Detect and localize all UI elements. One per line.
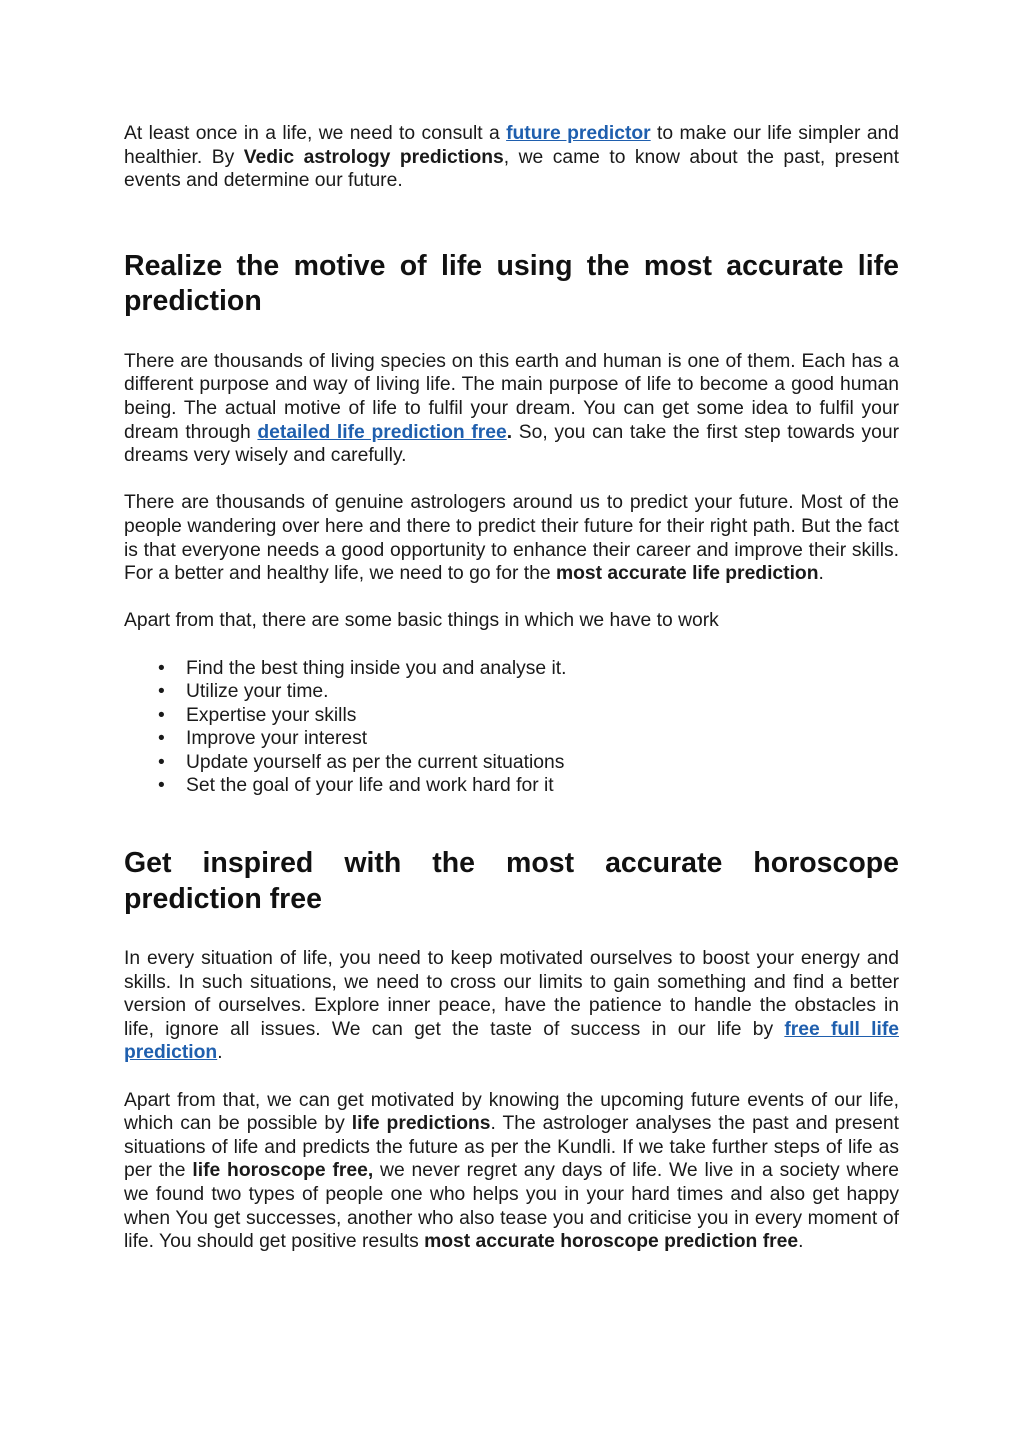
section1-heading: Realize the motive of life using the most accurate life prediction — [124, 249, 899, 318]
most-accurate-horoscope-bold: most accurate horoscope prediction free — [424, 1231, 799, 1253]
paragraph-text: In every situation of life, you need to keep motivated ourselves to boost your energy and skills. In such situations, we need to cross our limits to gain something and find a better version of ourselves. Explore inner peace, have the patience to handle the obstacles in life, ignore all issues. We can get the taste of success in our life by — [124, 948, 899, 1040]
paragraph-text: Apart from that, we can get motivated by knowing the upcoming future events of our life, which can be possible by — [124, 1089, 899, 1135]
paragraph-text: There are thousands of genuine astrologers around us to predict your future. Most of the people wandering over here and there to predict their future for their right path. But the fact is that everyone needs a good opportunity to enhance their career and improve their skills. For a better and healthy life, we need to go for the — [124, 492, 899, 585]
intro-paragraph — [124, 122, 899, 193]
list-item-text: Expertise your skills — [186, 704, 357, 726]
section1-paragraph-3: Apart from that, there are some basic things in which we have to work — [124, 610, 719, 632]
life-horoscope-free-bold: life horoscope free, — [192, 1160, 374, 1182]
section1-paragraph-1 — [124, 350, 899, 468]
section2-paragraph-2 — [124, 1089, 899, 1254]
list-item — [124, 751, 899, 775]
detailed-life-prediction-link[interactable]: detailed life prediction free — [257, 421, 507, 443]
free-full-life-prediction-link[interactable]: free full life prediction — [124, 1018, 899, 1064]
period: . — [506, 421, 513, 443]
section2-paragraph-1 — [124, 947, 899, 1065]
bullet-icon: • — [158, 751, 165, 773]
most-accurate-life-prediction-bold: most accurate life prediction — [555, 563, 819, 585]
paragraph-text: . The astrologer analyses the past and present situations of life and predicts the future as per the Kundli. If we take further steps of life as per the — [124, 1113, 899, 1182]
list-item-text: Utilize your time. — [186, 681, 329, 703]
list-item — [124, 704, 899, 728]
section2-heading: Get inspired with the most accurate horoscope prediction free — [124, 847, 899, 915]
intro-text: At least once in a life, we need to consult a — [124, 123, 507, 144]
list-item — [124, 774, 899, 798]
section1-paragraph-2 — [124, 491, 899, 585]
life-predictions-bold: life predictions — [351, 1113, 491, 1135]
list-item — [124, 657, 899, 681]
future-predictor-link[interactable]: future predictor — [506, 123, 651, 144]
paragraph-text: . — [217, 1042, 223, 1064]
paragraph-text: . — [798, 1231, 804, 1253]
bullet-icon: • — [158, 704, 165, 726]
bullet-icon: • — [158, 775, 165, 797]
bullet-icon: • — [158, 728, 165, 750]
paragraph-text: we never regret any days of life. We live in a society where we found two types of people one who helps you in your hard times and also get happy when You get successes, another who also tease you and criticise you in every moment of life. You should get positive results — [124, 1160, 899, 1253]
list-item-text: Set the goal of your life and work hard for it — [186, 775, 554, 797]
bullet-icon: • — [158, 657, 165, 679]
paragraph-text: So, you can take the first step towards your dreams very wisely and carefully. — [124, 421, 899, 467]
document-page — [124, 122, 899, 1254]
list-item-text: Improve your interest — [186, 728, 368, 750]
list-item — [124, 727, 899, 751]
vedic-astrology-bold: Vedic astrology predictions — [243, 146, 504, 168]
intro-text: , we came to know about the past, present events and determine our future. — [124, 146, 899, 192]
basic-things-list — [124, 657, 899, 799]
list-item-text: Find the best thing inside you and analyse it. — [186, 657, 567, 679]
bullet-icon: • — [158, 681, 165, 703]
list-item-text: Update yourself as per the current situations — [186, 751, 565, 773]
intro-text: to make our life simpler and healthier. By — [124, 123, 899, 168]
list-item — [124, 680, 899, 704]
paragraph-text: . — [818, 563, 824, 585]
paragraph-text: There are thousands of living species on this earth and human is one of them. Each has a different purpose and way of living life. The main purpose of life to become a good human being. The actual motive of life to fulfil your dream. You can get some idea to fulfil your dream through — [124, 350, 899, 443]
